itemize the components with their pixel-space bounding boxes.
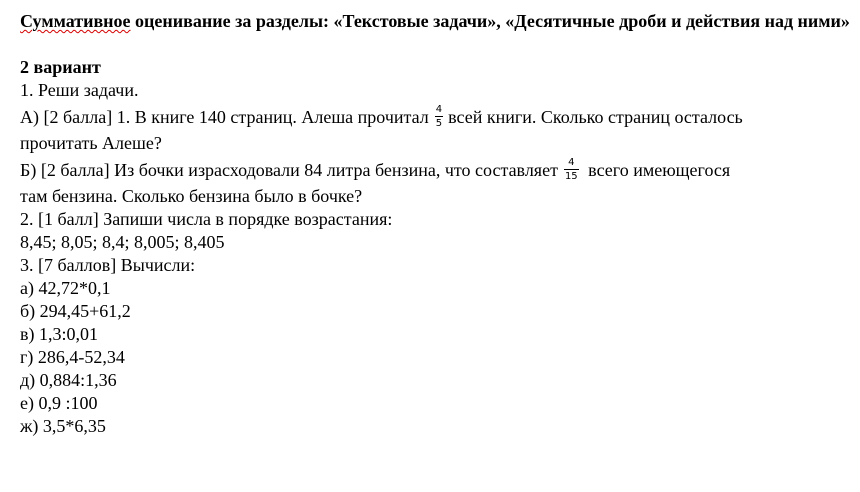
task3-heading: 3. [7 баллов] Вычисли: xyxy=(20,255,196,275)
task3-list xyxy=(20,277,850,438)
document-page xyxy=(20,10,850,438)
fraction-denominator: 5 xyxy=(435,118,443,130)
document-title-rest: оценивание за разделы: «Текстовые задачи», «Десятичные дроби и действия над ними» xyxy=(130,11,850,31)
task3-item: б) 294,45+61,2 xyxy=(20,301,131,321)
fraction-numerator: 4 xyxy=(435,104,443,116)
fraction-four-fifteenths xyxy=(564,157,579,182)
task3-item: е) 0,9 :100 xyxy=(20,393,98,413)
task1-a-line2: прочитать Алеше? xyxy=(20,133,162,153)
fraction-four-fifths xyxy=(435,104,443,129)
task3-item: д) 0,884:1,36 xyxy=(20,370,117,390)
spellcheck-underlined-word: Суммативное xyxy=(20,11,131,31)
task3-item: а) 42,72*0,1 xyxy=(20,278,111,298)
variant-heading: 2 вариант xyxy=(20,57,101,77)
task1-b-text-before: Б) [2 балла] Из бочки израсходовали 84 литра бензина, что составляет xyxy=(20,160,558,180)
task1-b-line2: там бензина. Сколько бензина было в бочке? xyxy=(20,186,363,206)
fraction-numerator: 4 xyxy=(564,157,579,170)
blank-line xyxy=(20,33,850,56)
task3-item: ж) 3,5*6,35 xyxy=(20,416,106,436)
task1-a-line1 xyxy=(20,102,850,132)
task3-item: в) 1,3:0,01 xyxy=(20,324,98,344)
document-title xyxy=(20,10,850,33)
task1-a-text-after: всей книги. Сколько страниц осталось xyxy=(448,107,743,127)
task1-b-line1 xyxy=(20,155,850,185)
task1-heading: 1. Реши задачи. xyxy=(20,80,139,100)
task1-b-text-after: всего имеющегося xyxy=(583,160,731,180)
task1-a-text-before: А) [2 балла] 1. В книге 140 страниц. Алеша прочитал xyxy=(20,107,429,127)
task3-item: г) 286,4-52,34 xyxy=(20,347,125,367)
task2-heading: 2. [1 балл] Запиши числа в порядке возрастания: xyxy=(20,209,393,229)
task2-numbers: 8,45; 8,05; 8,4; 8,005; 8,405 xyxy=(20,232,225,252)
fraction-denominator: 15 xyxy=(564,171,578,183)
